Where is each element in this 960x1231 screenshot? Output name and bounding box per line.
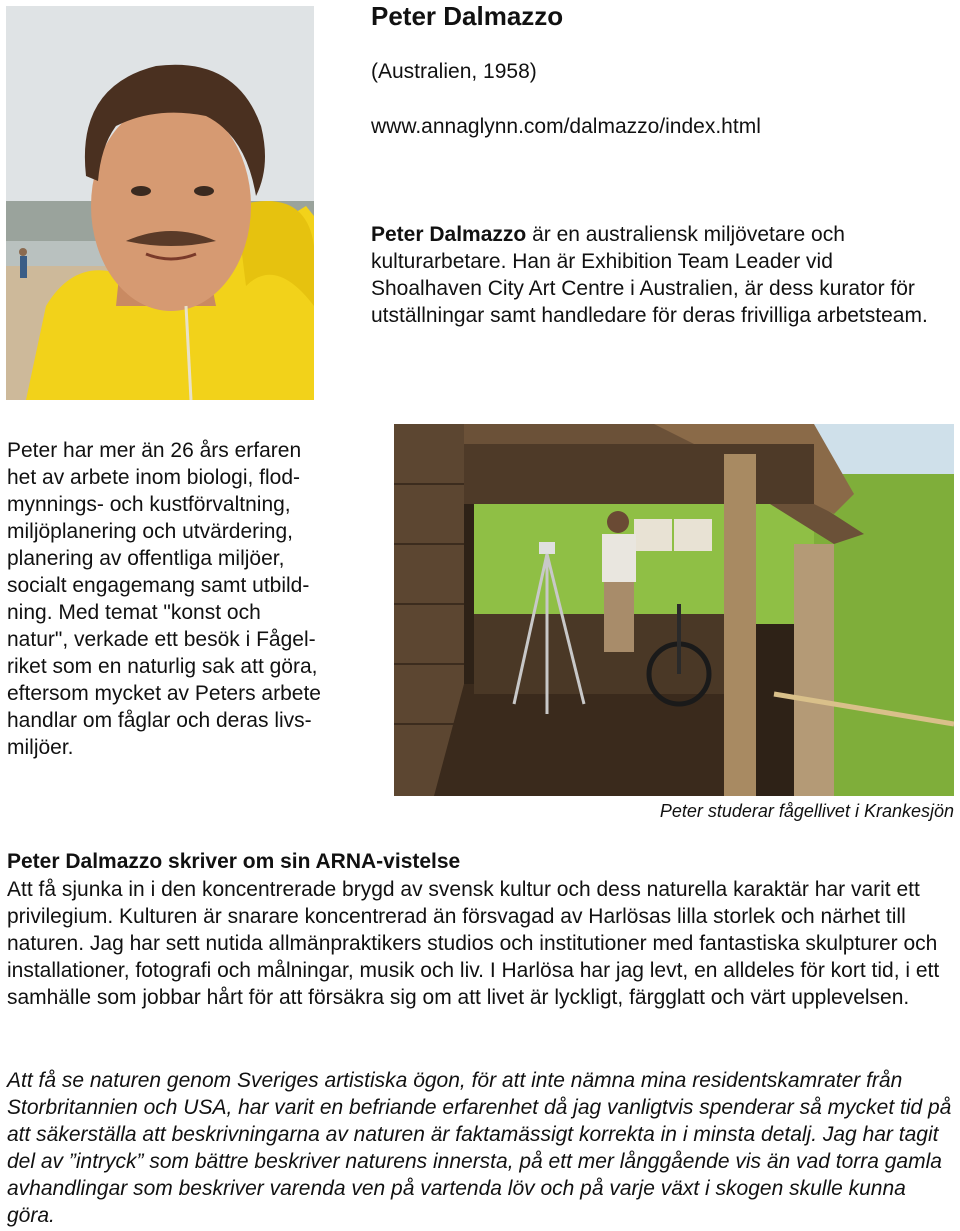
section-heading: Peter Dalmazzo skriver om sin ARNA-vistelse — [7, 850, 461, 873]
bio-line: miljöer. — [7, 736, 74, 759]
bio-line: het av arbete inom biologi, flod- — [7, 466, 301, 489]
website-link[interactable]: www.annaglynn.com/dalmazzo/index.html — [371, 115, 761, 138]
hut-illustration — [394, 424, 954, 796]
person-name-title: Peter Dalmazzo — [371, 1, 564, 31]
section-body-paragraph: Att få sjunka in i den koncentrerade brygd av svensk kultur och dess naturella karaktär har varit ett privilegium. Kulturen är snarare koncentrerad än försvagad av Harlösas lilla storlek och närhet till naturen. Jag har sett nutida allmänpraktikers studios och institutioner med fantastiska skulpturer och installationer, fotografi och målningar, musik och liv. I Harlösa har jag levt, en alldeles för kort tid, i ett samhälle som jobbar hårt för att försäkra sig om att livet är lyckligt, färgglatt och värt upplevelsen. — [7, 878, 940, 1009]
photo-caption: Peter studerar fågellivet i Krankesjön — [659, 801, 954, 821]
bio-line: handlar om fåglar och deras livs- — [7, 709, 312, 732]
origin-year: (Australien, 1958) — [371, 60, 537, 83]
bio-line: mynnings- och kustförvaltning, — [7, 493, 291, 516]
bio-line: ning. Med temat "konst och — [7, 601, 261, 624]
bio-line: eftersom mycket av Peters arbete — [7, 682, 321, 705]
portrait-illustration — [6, 6, 314, 400]
portrait-photo — [6, 6, 314, 400]
bio-paragraph — [7, 437, 367, 761]
bio-line: planering av offentliga miljöer, — [7, 547, 285, 570]
bio-line: miljöplanering och utvärdering, — [7, 520, 293, 543]
intro-text: är en australiensk miljövetare och kulturarbetare. Han är Exhibition Team Leader vid Shoalhaven City Art Centre i Australien, är dess kurator för utställningar samt handledare för deras frivilliga arbetsteam. — [371, 223, 928, 327]
bio-line: natur", verkade ett besök i Fågel- — [7, 628, 316, 651]
bio-line: socialt engagemang samt utbild- — [7, 574, 310, 597]
bio-line: Peter har mer än 26 års erfaren — [7, 439, 302, 462]
intro-name: Peter Dalmazzo — [371, 223, 527, 246]
bio-line: riket som en naturlig sak att göra, — [7, 655, 318, 678]
birdwatching-hut-photo — [394, 424, 954, 796]
italic-quote-paragraph: Att få se naturen genom Sveriges artistiska ögon, för att inte nämna mina residentskamrater från Storbritannien och USA, har varit en befriande erfarenhet då jag vanligtvis spenderar så mycket tid på att säkerställa att beskrivningarna av naturen är faktamässigt korrekta in i minsta detalj. Jag har tagit del av ”intryck” som bättre beskriver naturens innersta, på ett mer långgående vis än vad torra gamla avhandlingar som beskriver varenda ven på vartenda löv och på varje växt i skogen skulle kunna göra. — [7, 1069, 952, 1227]
intro-paragraph — [371, 221, 939, 329]
